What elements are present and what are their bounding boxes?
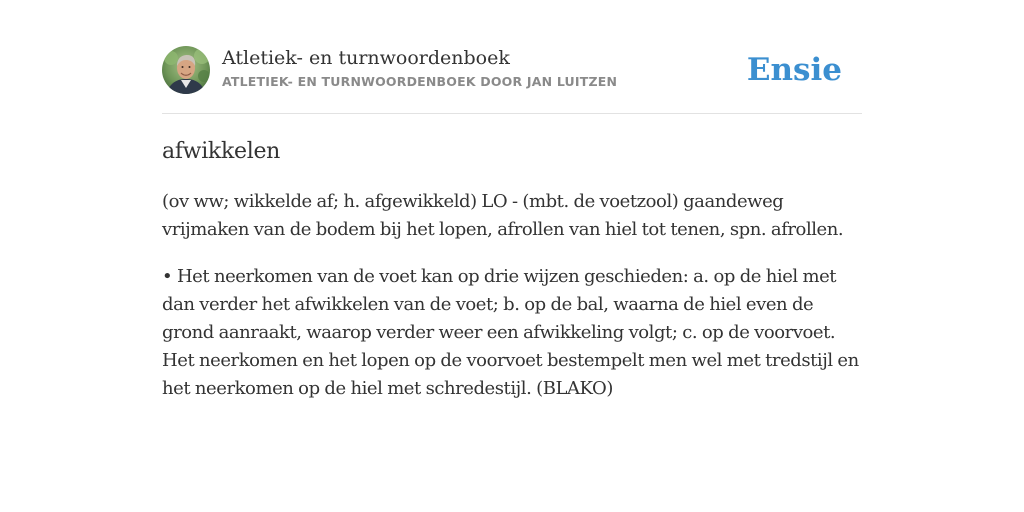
book-title[interactable]: Atletiek- en turnwoordenboek [222,47,510,69]
entry-content [162,136,864,403]
entry-definition: (ov ww; wikkelde af; h. afgewikkeld) LO - (mbt. de voetzool) gaandeweg vrijmaken van de bodem bij het lopen, afrollen van hiel tot tenen, spn. afrollen. [162,191,844,240]
entry-title: afwikkelen [162,139,281,164]
header [162,46,862,96]
entry-example: • Het neerkomen van de voet kan op drie wijzen geschieden: a. op de hiel met dan verder het afwikkelen van de voet; b. op de bal, waarna de hiel even de grond aanraakt, waarop verder weer een afwikkeling volgt; c. op de voorvoet. Het neerkomen en het lopen op de voorvoet bestempelt men wel met tredstijl en het neerkomen op de hiel met schredestijl. (BLAKO) [162,266,859,399]
ensie-logo-link[interactable]: Ensie [746,52,842,88]
book-subtitle[interactable]: ATLETIEK- EN TURNWOORDENBOEK DOOR JAN LUITZEN [222,74,618,89]
author-photo-icon [162,46,210,94]
avatar[interactable] [162,46,210,94]
header-divider [162,113,862,114]
